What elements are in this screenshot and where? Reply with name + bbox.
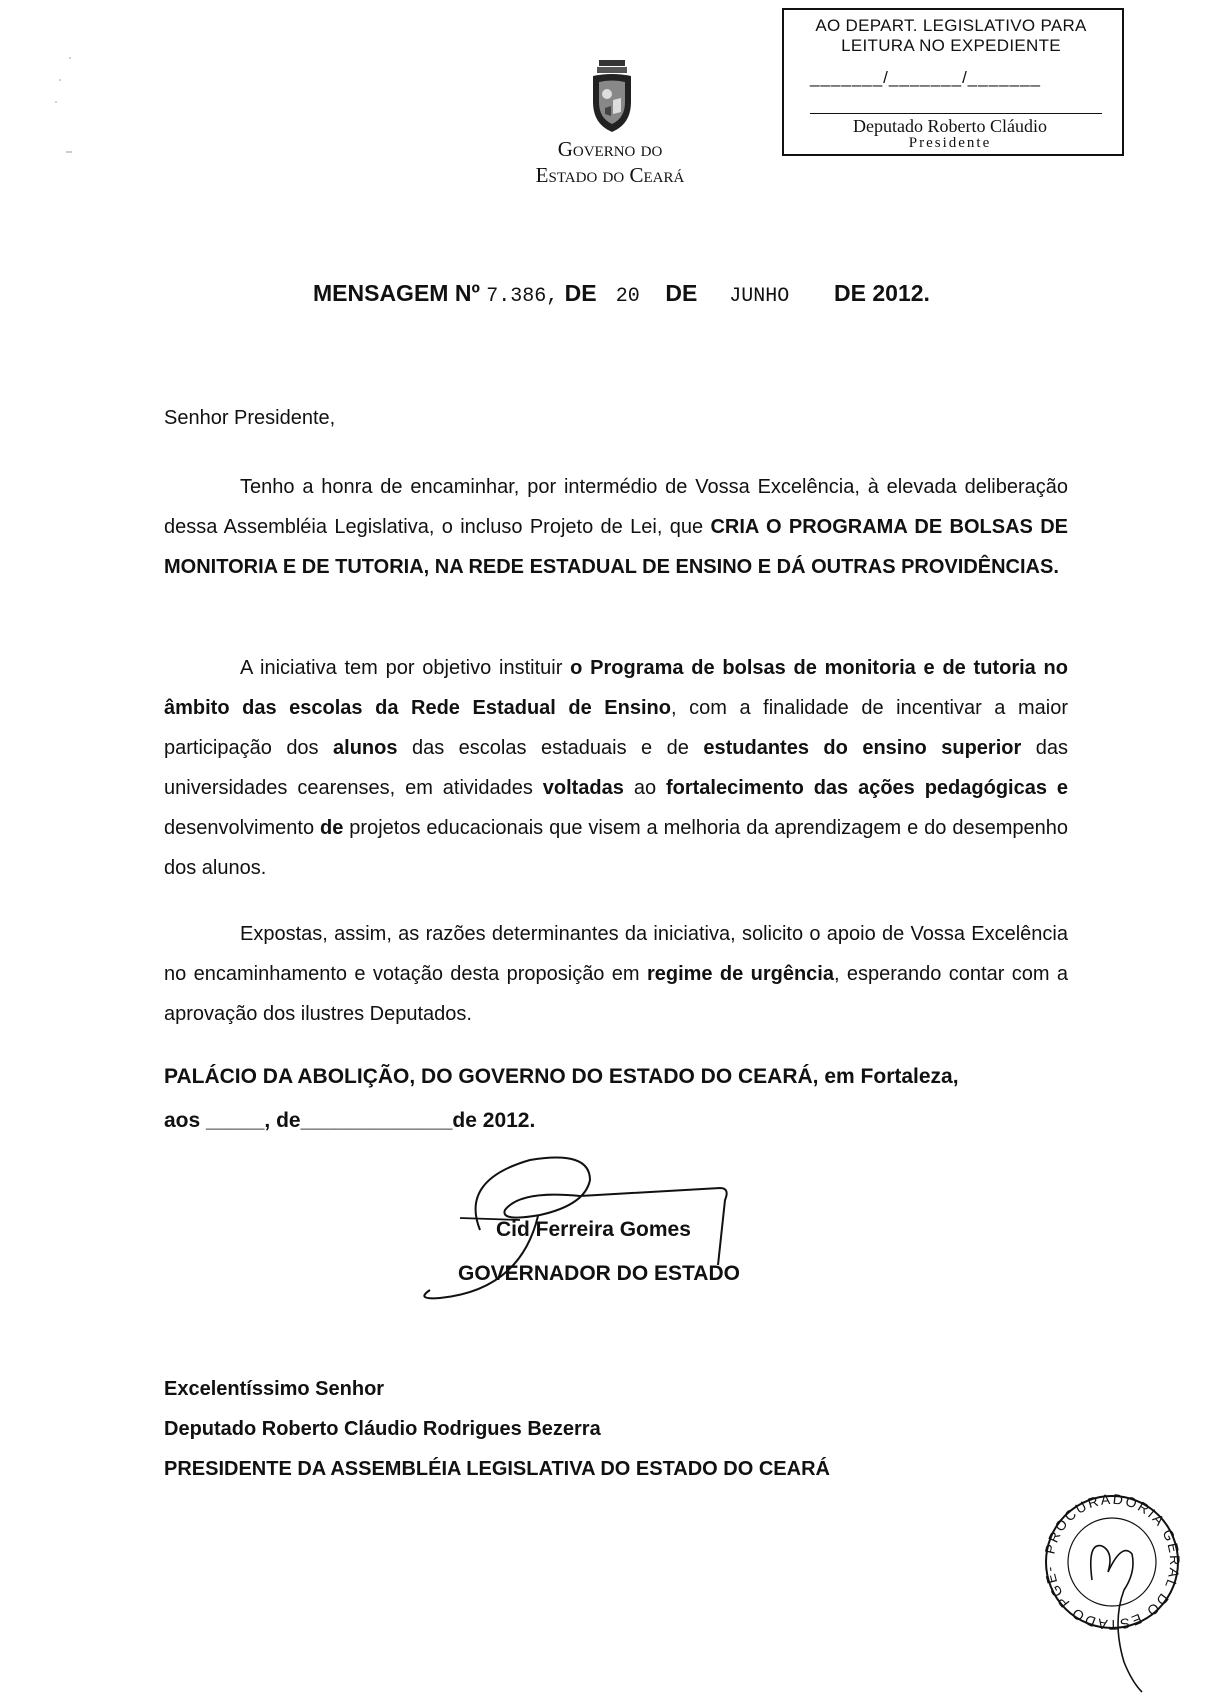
- p2-text-k: desenvolvimento: [164, 817, 321, 839]
- p2-bold-b: o Programa de bolsas de monitoria e de tutoria no âmbito das escolas da Rede Estadual de Ensino: [164, 657, 1068, 719]
- message-month: JUNHO: [729, 285, 790, 308]
- svg-text:PROCURADORIA GERAL DO ESTADO P: [1032, 1472, 1183, 1633]
- p1-bold: CRIA O PROGRAMA DE BOLSAS DE MONITORIA E DE TUTORIA, NA REDE ESTADUAL DE ENSINO E DÁ OUTRAS PROVIDÊNCIAS.: [164, 516, 1068, 578]
- stamp-date-blank: _______/_______/_______: [810, 68, 1041, 87]
- message-de-2: DE: [665, 280, 698, 306]
- palacio-line-1: PALÁCIO DA ABOLIÇÃO, DO GOVERNO DO ESTADO DO CEARÁ, em Fortaleza,: [164, 1065, 959, 1088]
- message-number: 7.386,: [486, 285, 559, 308]
- p2-text-a: A iniciativa tem por objetivo instituir: [240, 657, 571, 679]
- signer-name: Cid Ferreira Gomes: [496, 1218, 691, 1241]
- p2-text-g: das universidades cearenses, em atividades: [164, 737, 1068, 799]
- stamp-line-2: LEITURA NO EXPEDIENTE: [841, 36, 1061, 55]
- stamp-role: Presidente: [908, 135, 992, 151]
- stamp-line-1: AO DEPART. LEGISLATIVO PARA: [815, 16, 1087, 35]
- message-de-1: DE: [564, 280, 597, 306]
- recipient-line-3: PRESIDENTE DA ASSEMBLÉIA LEGISLATIVA DO ESTADO DO CEARÁ: [164, 1458, 830, 1480]
- stamp-signature-rule: [810, 113, 1102, 114]
- coat-of-arms-icon: [585, 58, 639, 134]
- p2-bold-d: alunos: [333, 737, 398, 759]
- p3-text-a: Expostas, assim, as razões determinantes da iniciativa, solicito o apoio de Vossa Excelência no encaminhamento e votação desta proposição em: [164, 923, 1068, 985]
- paragraph-2: [164, 648, 1068, 888]
- p2-bold-j: fortalecimento das ações pedagógicas e: [665, 777, 1068, 799]
- p3-text-c: , esperando contar com a aprovação dos ilustres Deputados.: [164, 963, 1068, 1025]
- salutation: Senhor Presidente,: [164, 407, 336, 429]
- p2-text-i: ao: [623, 777, 666, 799]
- pge-seal-stamp: [1032, 1472, 1192, 1697]
- message-day: 20: [615, 285, 640, 308]
- stamp-heading: [796, 16, 1106, 56]
- scan-marks: [30, 40, 90, 160]
- palacio-line: [164, 1055, 1068, 1143]
- signer-title: GOVERNADOR DO ESTADO: [458, 1262, 740, 1285]
- paragraph-3: [164, 914, 1068, 1034]
- p2-text-e: das escolas estaduais e de: [397, 737, 704, 759]
- p2-bold-l: de: [320, 817, 344, 839]
- p2-text-m: projetos educacionais que visem a melhoria da aprendizagem e do desempenho dos alunos.: [164, 817, 1068, 879]
- recipient-line-1: Excelentíssimo Senhor: [164, 1378, 385, 1400]
- gov-line-2: Estado do Ceará: [535, 163, 685, 187]
- paragraph-1: [164, 467, 1068, 587]
- p1-text: Tenho a honra de encaminhar, por intermédio de Vossa Excelência, à elevada deliberação dessa Assembléia Legislativa, o incluso Projeto de Lei, que: [164, 476, 1068, 538]
- p2-bold-h: voltadas: [542, 777, 624, 799]
- palacio-line-2: aos _____, de_____________de 2012.: [164, 1109, 536, 1132]
- message-heading: [313, 280, 930, 308]
- message-year: DE 2012.: [834, 280, 930, 306]
- p3-bold-b: regime de urgência: [646, 963, 834, 985]
- gov-line-1: Governo do: [557, 137, 663, 161]
- government-name: [480, 136, 740, 188]
- seal-text: PROCURADORIA GERAL DO ESTADO PGE-: [1041, 1490, 1184, 1634]
- recipient-line-2: Deputado Roberto Cláudio Rodrigues Bezerra: [164, 1418, 601, 1440]
- message-prefix: MENSAGEM Nº: [313, 280, 480, 306]
- p2-bold-f: estudantes do ensino superior: [703, 737, 1022, 759]
- p2-text-c: , com a finalidade de incentivar a maior participação dos: [164, 697, 1068, 759]
- stamp-signer: Deputado Roberto Cláudio: [853, 116, 1047, 136]
